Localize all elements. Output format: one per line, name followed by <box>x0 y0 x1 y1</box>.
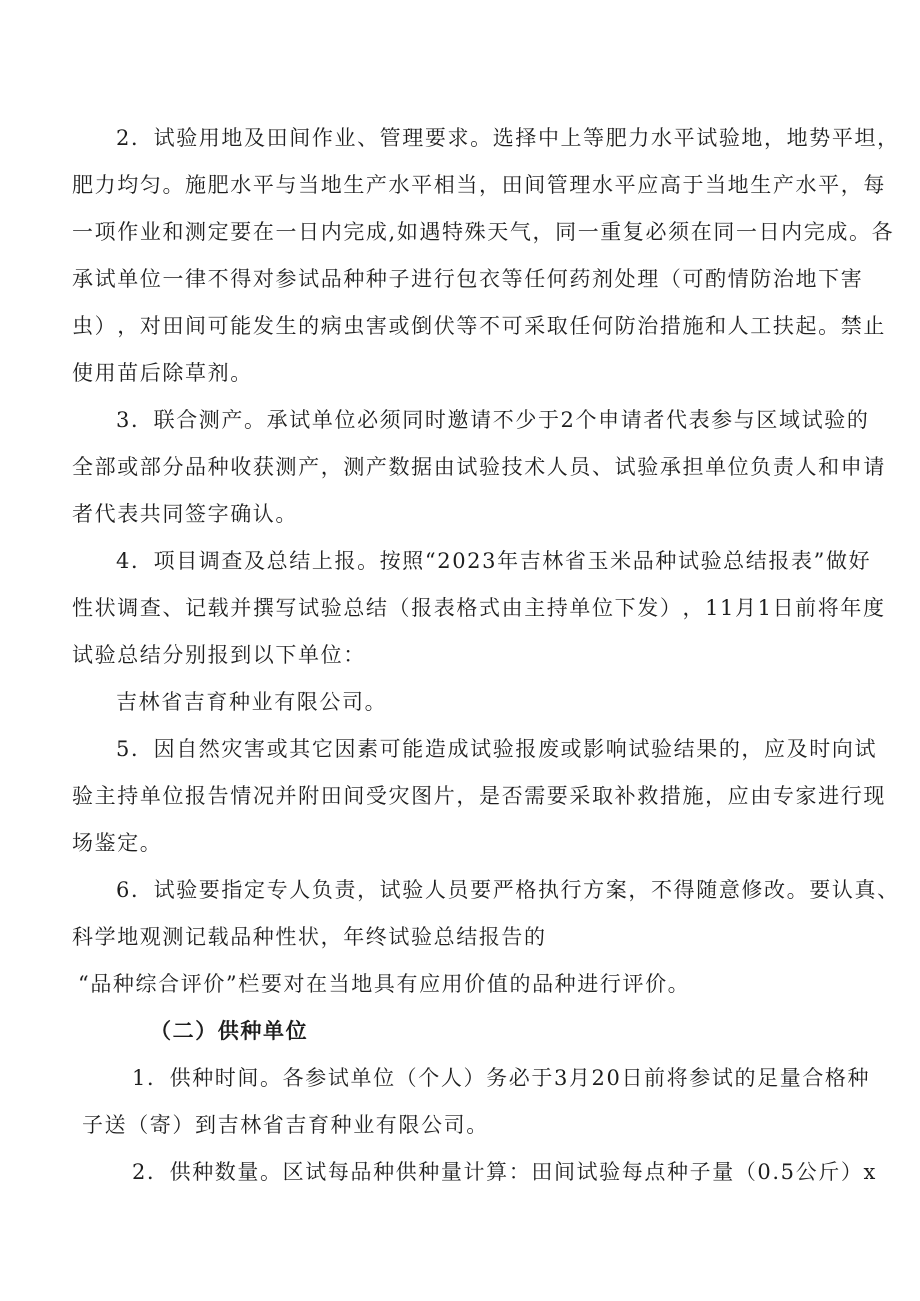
paragraph-line: 承 试 单 位 一 律 不 得 对 参 试 品 种 种 子 进 行 包 衣 等 任 何 药 剂 处 理 （ 可 酌 情 防 治 地 下 害 <box>72 267 864 291</box>
paragraph-line: 1 ． 供 种 时 间 。 各 参 试 单 位 （ 个 人 ） 务 必 于 3 月 20 日 前 将 参 试 的 足 量 合 格 种 <box>132 1066 871 1090</box>
paragraph-line: 全 部 或 部 分 品 种 收 获 测 产 ， 测 产 数 据 由 试 验 技 术 人 员 、 试 验 承 担 单 位 负 责 人 和 申 请 <box>72 455 886 479</box>
paragraph-line: 虫 ） ， 对 田 间 可 能 发 生 的 病 虫 害 或 倒 伏 等 不 可 采 取 任 何 防 治 措 施 和 人 工 扶 起 。 禁 止 <box>72 314 886 338</box>
paragraph-line: 2 ． 供 种 数 量 。 区 试 每 品 种 供 种 量 计 算 ： 田 间 试 验 每 点 种 子 量 （ 0.5 公 斤 ） x <box>132 1160 877 1184</box>
paragraph-line: 使用苗后除草剂。 <box>72 361 253 385</box>
paragraph-line: 3 ． 联 合 测 产 。 承 试 单 位 必 须 同 时 邀 请 不 少 于 2 个 申 请 者 代 表 参 与 区 域 试 验 的 <box>116 408 870 432</box>
paragraph-line: 6 ． 试 验 要 指 定 专 人 负 责 ， 试 验 人 员 要 严 格 执 行 方 案 ， 不 得 随 意 修 改 。 要 认 真 、 <box>116 878 900 902</box>
paragraph-line: 场鉴定。 <box>72 831 163 855</box>
paragraph-line: 2 ． 试 验 用 地 及 田 间 作 业 、 管 理 要 求 。 选 择 中 上 等 肥 力 水 平 试 验 地 ， 地 势 平 坦 ， <box>116 126 900 150</box>
paragraph-line: “品种综合评价”栏要对在当地具有应用价值的品种进行评价。 <box>78 972 691 996</box>
paragraph-line: 验 主 持 单 位 报 告 情 况 并 附 田 间 受 灾 图 片 ， 是 否 需 要 采 取 补 救 措 施 ， 应 由 专 家 进 行 现 <box>72 784 886 808</box>
paragraph-line: 试验总结分别报到以下单位： <box>72 643 366 667</box>
paragraph-line: 肥 力 均 匀 。 施 肥 水 平 与 当 地 生 产 水 平 相 当 ， 田 间 管 理 水 平 应 高 于 当 地 生 产 水 平 ， 每 <box>72 173 886 197</box>
paragraph-line: 者代表共同签字确认。 <box>72 502 298 526</box>
paragraph-line: 性 状 调 查 、 记 载 并 撰 写 试 验 总 结 （ 报 表 格 式 由 主 持 单 位 下 发 ） ， 11 月 1 日 前 将 年 度 <box>72 596 886 620</box>
paragraph-line: 子送（寄）到吉林省吉育种业有限公司。 <box>82 1113 489 1137</box>
paragraph-line: 一 项 作 业 和 测 定 要 在 一 日 内 完 成 , 如 遇 特 殊 天 气 ， 同 一 重 复 必 须 在 同 一 日 内 完 成 。 各 <box>72 220 895 244</box>
section-heading: （二）供种单位 <box>150 1018 309 1043</box>
paragraph-line: 5 ． 因 自 然 灾 害 或 其 它 因 素 可 能 造 成 试 验 报 废 或 影 响 试 验 结 果 的 ， 应 及 时 向 试 <box>116 737 878 761</box>
paragraph-line: 4 ． 项 目 调 查 及 总 结 上 报 。 按 照 “ 2023 年 吉 林 省 玉 米 品 种 试 验 总 结 报 表 ” 做 好 <box>116 549 872 573</box>
paragraph-line: 科学地观测记载品种性状，年终试验总结报告的 <box>72 925 547 949</box>
paragraph-line: 吉林省吉育种业有限公司。 <box>116 690 388 714</box>
